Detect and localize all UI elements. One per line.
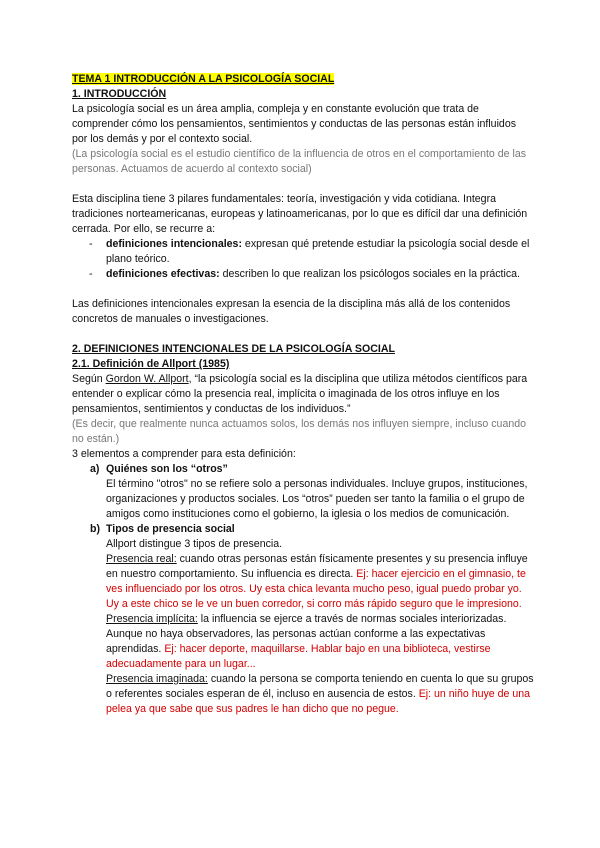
list-item [72,267,534,282]
section-2-heading: 2. DEFINICIONES INTENCIONALES DE LA PSICOLOGÍA SOCIAL [72,343,395,355]
definition-quote: , “la psicología social es la disciplina que utiliza métodos científicos para entender o explicar cómo la presencia real, implícita o imaginada de los otros influye en los pensamientos, sentimientos y conductas de los individuos.” [72,373,528,415]
element-a-label: a) [90,463,100,475]
section-1-paragraph-2: Esta disciplina tiene 3 pilares fundamentales: teoría, investigación y vida cotidiana. Integra tradiciones norteamericanas, europeas y latinoamericanas, por lo que es difícil dar una definición cerrada. Por ello, se recurre a: [72,193,528,235]
spacer [72,177,534,192]
document-title [72,72,534,87]
presence-implicit [106,612,534,672]
list-item-term: definiciones efectivas: [106,268,220,280]
element-b-title: Tipos de presencia social [106,523,235,535]
element-a-title: Quiénes son los “otros” [106,463,228,475]
element-b [72,522,534,717]
presence-real-text: cuando otras personas están físicamente presentes y su presencia influye en nuestro comportamiento. Su influencia es directa. [106,553,528,580]
list-dash: - [89,268,93,280]
subsection-2-1-heading: 2.1. Definición de Allport (1985) [72,358,230,370]
document-title-text: TEMA 1 INTRODUCCIÓN A LA PSICOLOGÍA SOCIAL [72,73,335,85]
element-b-label: b) [90,523,100,535]
section-1-paragraph-3: Las definiciones intencionales expresan la esencia de la disciplina más allá de los contenidos concretos de manuales o investigaciones. [72,298,511,325]
definition-prefix: Según [72,373,106,385]
definition-note: (Es decir, que realmente nunca actuamos solos, los demás nos influyen siempre, incluso cuando no están.) [72,418,527,445]
list-item-term: definiciones intencionales: [106,238,242,250]
spacer [72,282,534,297]
presence-imagined-example: Ej: un niño huye de una pelea ya que sabe que sus padres le han dicho que no pegue. [106,688,531,715]
section-1-heading: 1. INTRODUCCIÓN [72,88,167,100]
section-1-paragraph-1: La psicología social es un área amplia, compleja y en constante evolución que trata de comprender cómo los pensamientos, sentimientos y conductas de las personas están influidos por los demás y por el contexto social. [72,103,517,145]
spacer [72,327,534,342]
presence-imagined [106,672,534,717]
element-a [72,462,534,522]
list-item-text: describen lo que realizan los psicólogos sociales en la práctica. [219,268,520,280]
presence-imagined-text: cuando la persona se comporta teniendo en cuenta lo que su grupos o referentes sociales esperan de él, incluso en ausencia de estos. [106,673,534,700]
presence-real-term: Presencia real: [106,553,177,565]
elements-intro: 3 elementos a comprender para esta definición: [72,448,296,460]
element-b-intro: Allport distingue 3 tipos de presencia. [106,538,283,550]
definitions-list [72,237,534,282]
presence-real [106,552,534,612]
list-dash: - [89,238,93,250]
author-name: Gordon W. Allport [105,373,189,385]
allport-definition [72,372,534,417]
element-a-text: El término "otros" no se refiere solo a personas individuales. Incluye grupos, instituciones, organizaciones y productos sociales. Los “otros” pueden ser tanto la familia o el grupo de amigos como instituciones como el gobierno, la iglesia o los medios de comunicación. [106,478,528,520]
presence-implicit-term: Presencia implícita: [106,613,198,625]
presence-real-example: Ej: hacer ejercicio en el gimnasio, te ves influenciado por los otros. Uy esta chica levanta mucho peso, igual puedo probar yo. Uy a este chico se le ve un buen corredor, si corro más rápido seguro que le impresiono. [106,568,526,610]
presence-imagined-term: Presencia imaginada: [106,673,208,685]
presence-implicit-text: la influencia se ejerce a través de normas sociales interiorizadas. Aunque no haya observadores, las personas actúan conforme a las expectativas aprendidas. [106,613,507,655]
list-item-text: expresan qué pretende estudiar la psicología social desde el plano teórico. [106,238,530,265]
list-item [72,237,534,267]
document-content [72,72,534,717]
section-1-note: (La psicología social es el estudio científico de la influencia de otros en el comportamiento de las personas. Actuamos de acuerdo al contexto social) [72,148,527,175]
presence-implicit-example: Ej: hacer deporte, maquillarse. Hablar bajo en una biblioteca, vestirse adecuadamente para un lugar... [106,643,491,670]
